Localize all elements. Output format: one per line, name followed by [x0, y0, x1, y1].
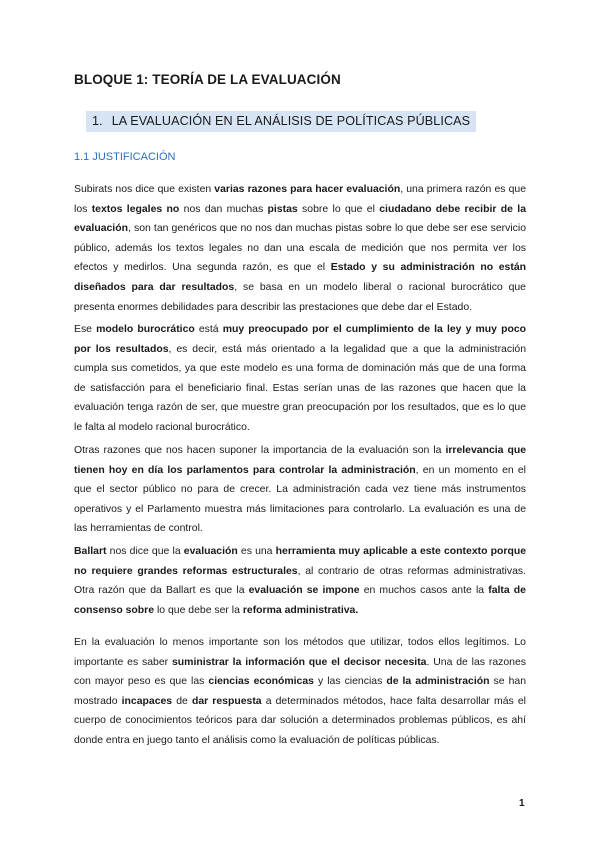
- text-run: , una primera razón es que los: [74, 184, 527, 215]
- bold-text: de la administración: [386, 676, 490, 688]
- paragraph: [74, 542, 526, 620]
- section-title: [86, 111, 476, 132]
- text-run: de: [172, 695, 192, 707]
- text-run: , es decir, está más orientado a la legalidad que a que la administración cumpla sus cometidos, ya que este modelo es una forma de dominación más que de una forma de satisfacción para el beneficiario final. Estas serían unas de las razones que hacen que la evaluación tenga razón de ser, que muestre gran preocupación por los resultados, que es lo que le falta al modelo racional burocrático.: [74, 343, 526, 433]
- section-number: 1.: [92, 114, 103, 128]
- bold-text: muy preocupado por el cumplimiento de la ley y muy poco por los resultados: [74, 324, 527, 355]
- text-run: está: [194, 324, 223, 335]
- bold-text: falta de consenso sobre: [74, 585, 526, 616]
- page-number: 1: [519, 798, 525, 809]
- text-run: Subirats nos dice que existen: [74, 184, 215, 195]
- section-title-text: LA EVALUACIÓN EN EL ANÁLISIS DE POLÍTICAS PÚBLICAS: [111, 114, 471, 128]
- text-run: , en un momento en el que el sector público no para de crecer. La administración cada vez tiene más instrumentos operativos y el Parlamento muestra más limitaciones para controlarlo. La evaluación es una de las herramientas de control.: [74, 464, 526, 535]
- bold-text: pistas: [267, 203, 298, 215]
- bold-text: herramienta muy aplicable a este contexto porque no requiere grandes reformas estructurales: [74, 546, 526, 577]
- text-run: , se basa en un modelo liberal o racional burocrático que presenta enormes debilidades para describir las prestaciones que debe dar el Estado.: [74, 281, 526, 313]
- text-run: En la evaluación lo menos importante son los métodos que utilizar, todos ellos legítimos. Lo importante es saber: [74, 637, 526, 668]
- text-run: y las ciencias: [313, 676, 387, 688]
- text-run: lo que debe ser la: [154, 604, 243, 616]
- text-run: es una: [237, 546, 276, 557]
- text-run: nos dice que la: [106, 546, 184, 557]
- text-run: , son tan genéricos que no nos dan muchas pistas sobre lo que debe ser ese servicio público, además los textos legales no dan una escala de medición que nos permita ver los efectos y medirlos. Una segunda razón, es que el: [74, 223, 526, 274]
- bold-text: ciudadano debe recibir de la evaluación: [74, 203, 527, 235]
- bold-text: Estado y su administración no están diseñados para dar resultados: [74, 262, 526, 293]
- text-run: Ese: [74, 324, 97, 335]
- text-run: en muchos casos ante la: [359, 585, 489, 597]
- bold-text: ciencias económicas: [208, 676, 314, 688]
- paragraph: [74, 180, 526, 317]
- paragraph: [74, 441, 526, 539]
- block-title: BLOQUE 1: TEORÍA DE LA EVALUACIÓN: [74, 72, 341, 87]
- paragraph: [74, 633, 526, 751]
- text-run: sobre lo que el: [297, 203, 380, 215]
- bold-text: Ballart: [74, 546, 107, 557]
- bold-text: evaluación se impone: [248, 585, 360, 597]
- bold-text: varias razones para hacer evaluación: [214, 184, 401, 195]
- text-run: Otras razones que nos hacen suponer la importancia de la evaluación son la: [74, 445, 446, 456]
- bold-text: modelo burocrático: [96, 324, 195, 335]
- text-run: se han mostrado: [74, 676, 527, 707]
- paragraph: [74, 320, 526, 438]
- text-run: , al contrario de otras reformas administrativas. Otra razón que da Ballart es que la: [74, 565, 526, 597]
- bold-text: incapaces: [121, 695, 173, 707]
- subsection-title: 1.1 JUSTIFICACIÓN: [74, 151, 176, 163]
- bold-text: evaluación: [183, 546, 238, 557]
- text-run: a determinados métodos, hace falta desarrollar más el cuerpo de conocimientos teóricos para dar solución a determinados problemas públicos, es ahí donde entra en juego tanto el análisis como la evaluación de políticas públicas.: [74, 695, 526, 746]
- text-run: . Una de las razones con mayor peso es que las: [74, 656, 527, 688]
- bold-text: dar respuesta: [191, 695, 262, 707]
- bold-text: irrelevancia que tienen hoy en día los parlamentos para controlar la administración: [74, 445, 526, 476]
- text-run: nos dan muchas: [179, 203, 268, 215]
- bold-text: suministrar la información que el decisor necesita: [171, 656, 427, 668]
- bold-text: textos legales no: [91, 203, 180, 215]
- bold-text: reforma administrativa.: [242, 604, 359, 616]
